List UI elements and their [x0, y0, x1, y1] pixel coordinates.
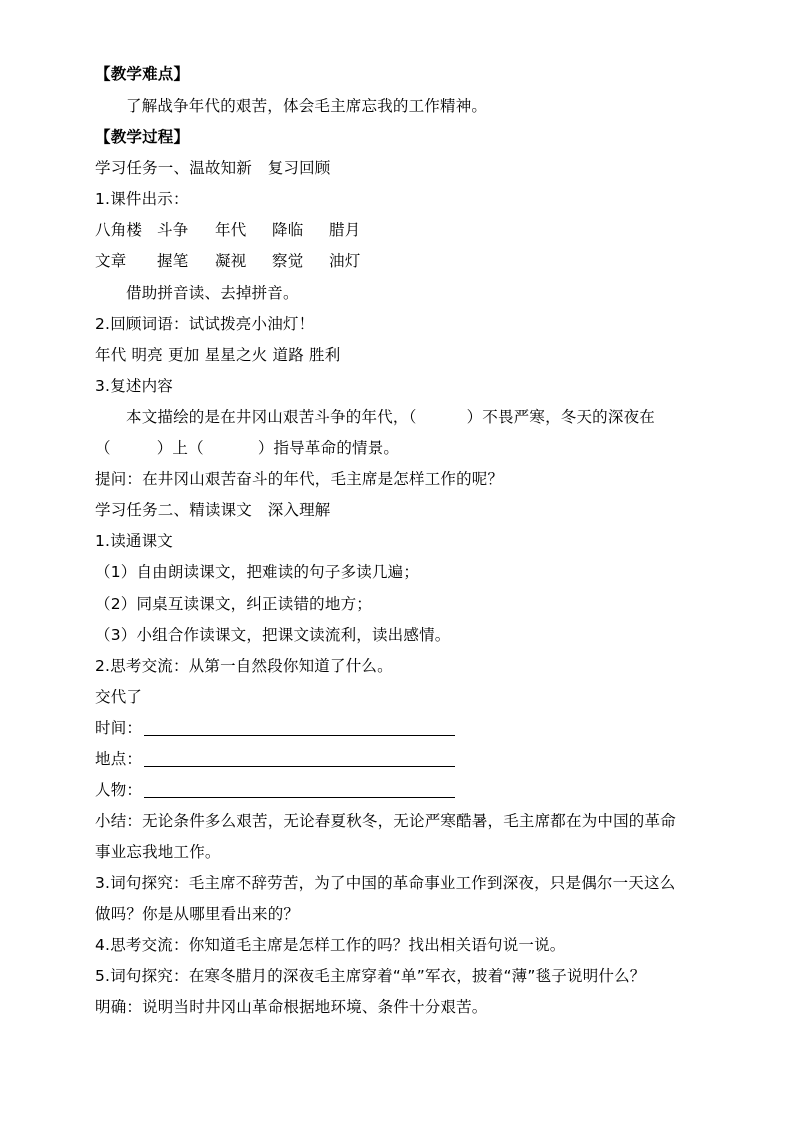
- task2-sub2: （2）同桌互读课文，纠正读错的地方；: [95, 595, 372, 613]
- retell-text: 本文描绘的是在井冈山艰苦斗争的年代，（: [126, 408, 417, 426]
- vocab-word: 文章: [95, 252, 127, 270]
- vocab-word: 八角楼: [95, 221, 143, 239]
- task1-instruction: 借助拼音读、去掉拼音。: [126, 284, 299, 302]
- difficulty-heading: 【教学难点】: [95, 65, 190, 83]
- summary-line-1: 小结：无论条件多么艰苦，无论春夏秋冬，无论严寒酷暑，毛主席都在为中国的革命: [95, 812, 676, 830]
- review-words: 年代 明亮 更加 星星之火 道路 胜利: [95, 346, 341, 364]
- vocab-word: 察觉: [272, 252, 304, 270]
- summary-line-2: 事业忘我地工作。: [95, 843, 221, 861]
- vocab-word: 握笔: [157, 252, 189, 270]
- task2-title: 学习任务二、精读课文 深入理解: [95, 501, 331, 519]
- vocab-word: 斗争: [157, 221, 189, 239]
- vocab-word: 降临: [272, 221, 304, 239]
- task1-step2: 2.回顾词语：试试拨亮小油灯！: [95, 315, 315, 333]
- vocab-word: 腊月: [329, 221, 361, 239]
- task1-question: 提问：在井冈山艰苦奋斗的年代，毛主席是怎样工作的呢？: [95, 470, 504, 488]
- explain-label: 交代了: [95, 688, 143, 706]
- task1-step1: 1.课件出示：: [95, 190, 189, 208]
- vocab-row-2: [95, 251, 360, 271]
- task2-step4: 4.思考交流：你知道毛主席是怎样工作的吗？找出相关语句说一说。: [95, 936, 566, 954]
- retell-text: ）上（: [156, 439, 204, 457]
- retell-text: ）不畏严寒，冬天的深夜在: [466, 408, 655, 426]
- difficulty-text: 了解战争年代的艰苦，体会毛主席忘我的工作精神。: [126, 97, 488, 115]
- process-heading: 【教学过程】: [95, 128, 190, 146]
- retell-text: ）指导革命的情景。: [257, 439, 400, 457]
- task2-clarify: 明确：说明当时井冈山革命根据地环境、条件十分艰苦。: [95, 998, 488, 1016]
- vocab-word: 年代: [215, 221, 247, 239]
- task2-step3-line-1: 3.词句探究：毛主席不辞劳苦，为了中国的革命事业工作到深夜，只是偶尔一天这么: [95, 874, 676, 892]
- retell-text: （: [95, 439, 111, 457]
- person-answer-line[interactable]: [144, 797, 455, 798]
- vocab-word: 油灯: [329, 252, 361, 270]
- task2-sub1: （1）自由朗读课文，把难读的句子多读几遍；: [95, 563, 420, 581]
- retell-line-2: [95, 438, 399, 458]
- task2-sub3: （3）小组合作读课文，把课文读流利，读出感情。: [95, 626, 451, 644]
- person-label: 人物：: [95, 781, 143, 799]
- vocab-row-1: [95, 220, 360, 240]
- task2-step1: 1.读通课文: [95, 532, 173, 550]
- task1-step3: 3.复述内容: [95, 377, 173, 395]
- place-answer-line[interactable]: [144, 766, 455, 767]
- time-answer-line[interactable]: [144, 735, 455, 736]
- task2-step3-line-2: 做吗？你是从哪里看出来的？: [95, 905, 300, 923]
- task2-step2: 2.思考交流：从第一自然段你知道了什么。: [95, 657, 393, 675]
- retell-line-1: [126, 407, 655, 427]
- task2-step5: 5.词句探究：在寒冬腊月的深夜毛主席穿着“单”军衣，披着“薄”毯子说明什么？: [95, 967, 646, 985]
- task1-title: 学习任务一、温故知新 复习回顾: [95, 159, 331, 177]
- place-label: 地点：: [95, 750, 143, 768]
- time-label: 时间：: [95, 719, 143, 737]
- vocab-word: 凝视: [215, 252, 247, 270]
